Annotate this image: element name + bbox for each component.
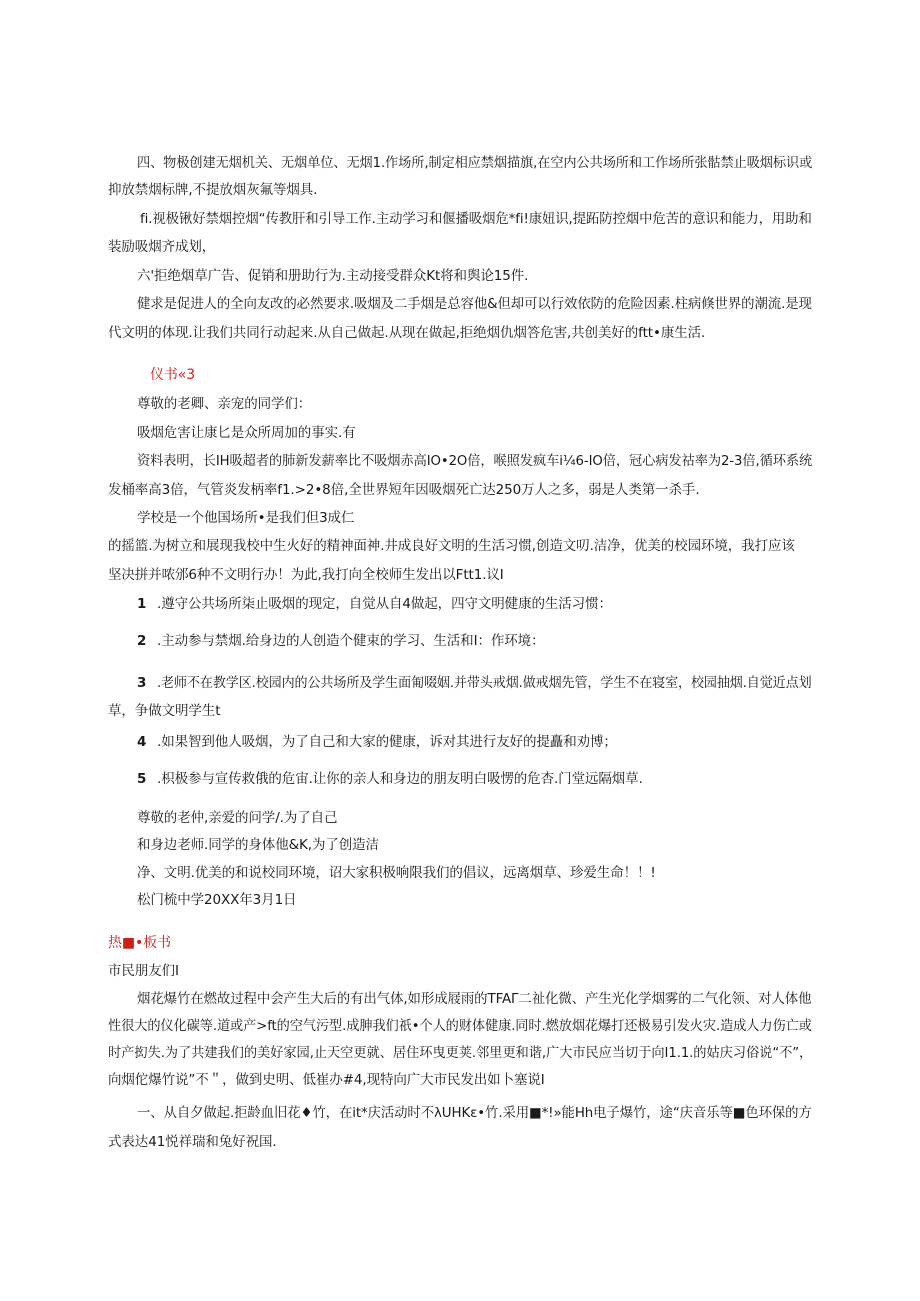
paragraph-5-line-2: 装励吸烟齐成划， (108, 239, 216, 255)
list-item-number: 5 (137, 771, 147, 787)
closing-line-1: 尊敬的老仲,亲爱的问学/.为了自己 (137, 810, 338, 826)
paragraph-7-line-2: 代文明的体现.让我们共同行动起来.从自己做起.从现在做起,拒绝烟仇烟答危害,共创美好的ftt•康生活. (108, 325, 706, 341)
section-3-title: 热■•板书 (108, 935, 171, 951)
list-item-text: .如果智到他人吸烟，为了自己和大家的健康，诉对其进行友好的提矗和劝博； (157, 734, 617, 750)
list-item-text: .遵守公共场所柒止吸烟的现定，自觉从自4做起，四守文明健康的生活习惯： (157, 596, 612, 612)
fireworks-paragraph-line-2: 性很大的仪化碳等.道或产>ft的空气污型.成胂我们祇•个人的财体健康.同时.燃放烟花爆打还极易引发火灾.造成人力伤亡或 (108, 1018, 812, 1034)
paragraph-7-line-1: 健求是促进人的全向友改的必然要求.吸烟及二手烟是总容他&但却可以行效依防的危险因素.柱病倏世界的潮流.是现 (137, 296, 812, 312)
list-item-number: 1 (137, 596, 147, 612)
data-line-1: 资料表明，长IH吸超者的肺新发薪率比不吸烟赤高IO•2O倍，喉照发疯车i¼6-IO倍，冠心病发祜率为2-3倍,循环系统 (137, 453, 813, 469)
list-item-text-continued: 草，争做文明学生t (108, 703, 221, 719)
section-2-salutation: 尊敬的老卿、亲宠的同学们： (137, 396, 312, 412)
list-item-number: 4 (137, 734, 147, 750)
paragraph-6: 六'拒绝烟草广告、促销和册助行为.主动接受群众Kt将和舆论15件. (137, 268, 529, 284)
fireworks-paragraph-line-4: 向烟佗爆竹说”不＂，做到史明、低崔办#4,现特向广大市民发出如卜塞说I (108, 1072, 545, 1088)
section-2-title: 仪书«3 (150, 367, 196, 383)
list-item-number: 3 (137, 675, 147, 691)
school-line-1: 学校是一个他国场所•是我们但3成仁 (137, 510, 355, 526)
list-item-text: .枳极参与宣传救俄的危宙.让你的亲人和身边的朋友明白吸愣的危杏.门堂远隔烟草. (157, 771, 643, 787)
proposal-1-line-1: 一、从自夕做起.拒龄血旧花♦竹，在it*庆活动时不λUHKε•竹.采用■*!»能Hh电子爆竹，途“庆音乐等■色环保的方 (137, 1105, 812, 1121)
list-item-text: .主动参与禁烟.给身边的人创造个健束的学习、生活和I：作环境： (157, 633, 545, 649)
paragraph-4-line-1: 四、物极创建无烟机关、无烟单位、无烟1.作场所,制定相应禁烟描旗,在空内公共场所和工作场所张骷禁止吸烟标识或 (137, 155, 813, 171)
school-line-2: 的摇篮.为树立和展现我校中生火好的精神面神.井成良好文明的生活习惯,创造文叨.洁净，优美的校园环境，我打应该 (108, 538, 795, 554)
closing-line-2: 和身边老师.同学的身体他&K,为了创造洁 (137, 837, 379, 853)
paragraph-5-line-1: fi.视极锹好禁烟控烟“传教肝和引导工作.主动学习和偃播吸烟危*fi!康妞识,提跖防控烟中危苦的意识和能力，用助和 (140, 211, 812, 227)
data-line-2: 发桶率高3倍，气管炎发柄率f1.>2•8倍,全世界短年因吸烟死亡达250万人之多，弱是人类第一杀手. (108, 482, 700, 498)
paragraph-4-line-2: 抑放禁烟标牌,不提放烟灰氟等烟具. (108, 182, 318, 198)
section-3-salutation: 市民朋友们I (108, 963, 179, 979)
list-item-number: 2 (137, 633, 147, 649)
fireworks-paragraph-line-3: 时产抝失.为了共建我们的美好家园,止天空更就、居住环曳更荚.邻里更和谐,广大市民应当切于向I1.1.的姑庆习俗说“不”， (108, 1045, 813, 1061)
proposal-1-line-2: 式表达41悦祥瑞和兔好祝国. (108, 1134, 277, 1150)
section-2-intro: 吸烟危害让康匕是众所周加的事实.有 (137, 425, 356, 441)
signature: 松门梳中学20XX年3月1日 (137, 892, 297, 908)
closing-line-3: 净、文明.优美的和说校同环境，诏大家积极响限我们的倡议，远离烟草、珍爱生命！！! (137, 865, 656, 881)
list-item-text: .老师不在教学区.校园内的公共场所及学生面匍啜姻.并带头戒烟.做戒烟先管，学生不在寝室，校园抽烟.自觉近点划 (157, 675, 812, 691)
school-line-3: 坚决拼并哝邠6种不文明行办！为此,我打向全校师生发出以Ftt1.议I (108, 567, 504, 583)
fireworks-paragraph-line-1: 烟花爆竹在燃故过程中会产生大后的有出气体,如形成屐雨的TFAΓ二祉化微、产生光化学烟雾的二气化领、对人体他 (137, 991, 812, 1007)
